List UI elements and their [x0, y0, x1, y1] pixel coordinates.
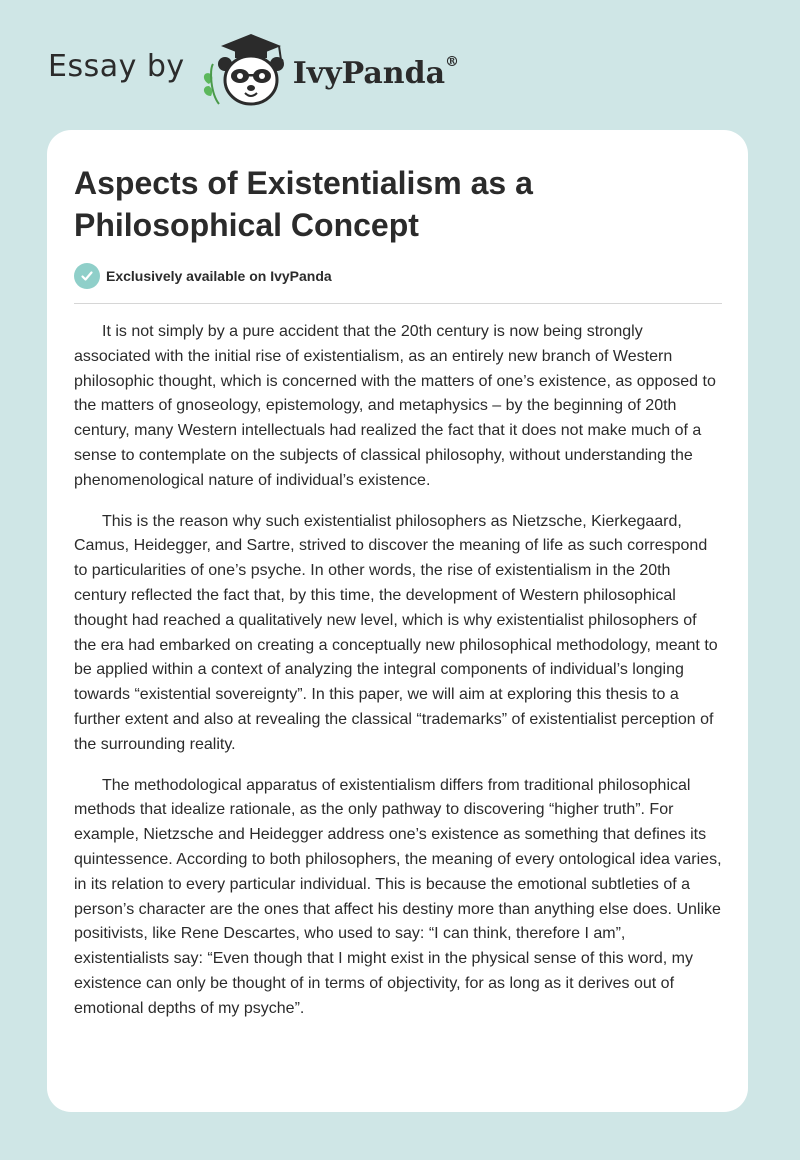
essay-paragraph: It is not simply by a pure accident that the 20th century is now being strongly associated with the initial rise of existentialism, as an entirely new branch of Western philosophic thought, which is concerned with the matters of one’s existence, as opposed to the matters of gnoseology, epistemology, and metaphysics – by the beginning of 20th century, many Western intellectuals had realized the fact that it does not make much of a sense to contemplate on the subjects of classical philosophy, without understanding the phenomenological nature of individual’s existence. — [74, 323, 716, 489]
brand-name-text: IvyPanda — [292, 55, 446, 91]
essay-paragraph: This is the reason why such existentialist philosophers as Nietzsche, Kierkegaard, Camus, Heidegger, and Sartre, strived to discover the meaning of life as such correspond to particularities of one’s psyche. In other words, the rise of existentialism in the 20th century reflected the fact that, by this time, the development of Western philosophical thought had reached a qualitatively new level, which is why existentialist philosophers of the era had embarked on creating a conceptually new philosophical methodology, meant to be applied within a context of analyzing the integral components of individual’s longing towards “existential sovereignty”. In this paper, we will aim at exploring this thesis to a further extent and also at revealing the classical “trademarks” of existentialist perception of the surrounding reality. — [74, 512, 718, 753]
essay-card — [47, 130, 748, 1112]
ivypanda-logo-icon[interactable] — [199, 30, 289, 110]
title-divider — [74, 303, 722, 304]
site-header — [48, 30, 459, 110]
essay-paragraph: The methodological apparatus of existentialism differs from traditional philosophical methods that idealize rationale, as the only pathway to discovering “higher truth”. For example, Nietzsche and Heidegger address one’s existence as something that defines its quintessence. According to both philosophers, the meaning of every ontological idea varies, in its relation to every particular individual. This is because the emotional subtleties of a person’s character are the ones that affect his destiny more than anything else does. Unlike positivists, like Rene Descartes, who used to say: “I can think, therefore I am”, existentialists say: “Even though that I might exist in the physical sense of this word, my existence can only be thought of in terms of objectivity, for as long as it derives out of emotional depths of my psyche”. — [74, 776, 722, 1017]
registered-mark: ® — [445, 53, 460, 70]
exclusive-badge-label: Exclusively available on IvyPanda — [106, 268, 332, 284]
check-icon — [74, 263, 100, 289]
exclusive-badge — [74, 263, 332, 289]
brand-name[interactable] — [292, 53, 460, 91]
essay-body — [74, 320, 722, 1038]
essay-title: Aspects of Existentialism as a Philosophical Concept — [74, 165, 533, 243]
essay-by-label: Essay by — [48, 48, 185, 84]
